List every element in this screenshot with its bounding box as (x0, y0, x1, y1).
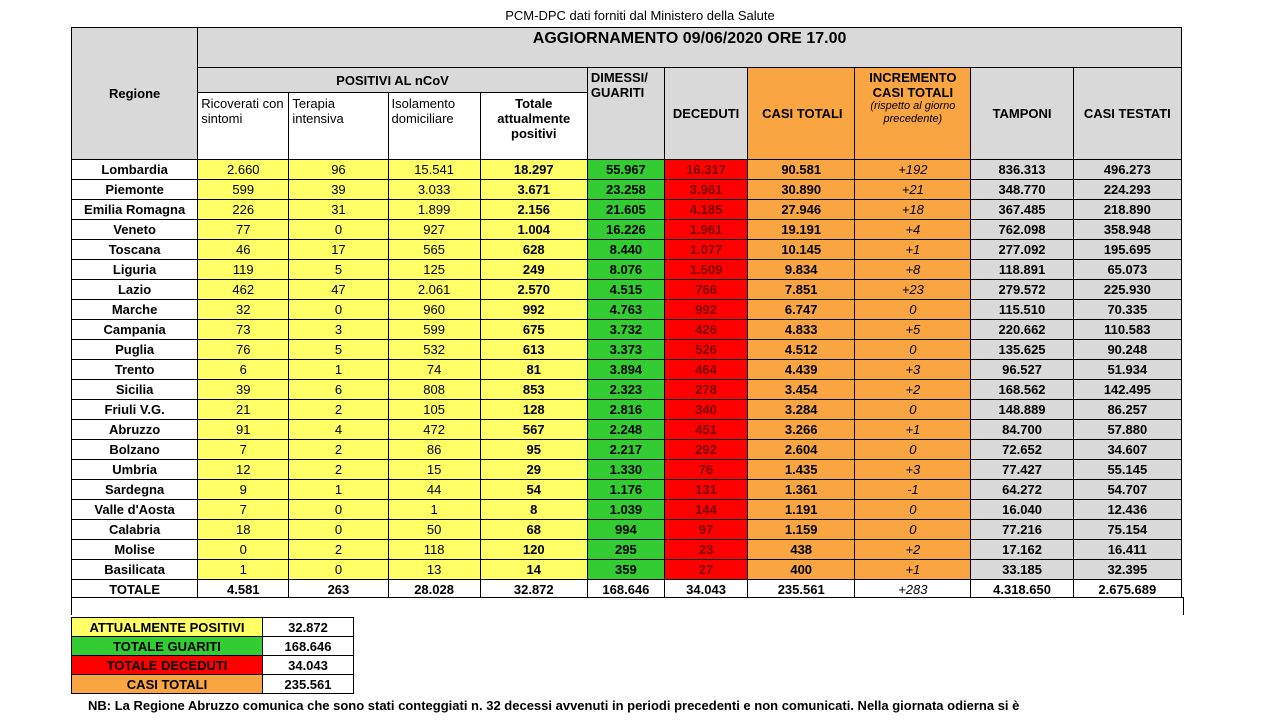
cell-terapia: 3 (289, 320, 388, 340)
cell-regione: Lazio (72, 280, 198, 300)
cell-casi-totali: 6.747 (748, 300, 855, 320)
cell-isolamento: 1.899 (388, 200, 480, 220)
cell-ricoverati: 226 (198, 200, 289, 220)
cell-isolamento: 2.061 (388, 280, 480, 300)
cell-ricoverati: 599 (198, 180, 289, 200)
cell-deceduti: 451 (664, 420, 747, 440)
cell-ricoverati: 1 (198, 560, 289, 580)
cell-totale-positivi: 3.671 (480, 180, 587, 200)
cell-deceduti: 16.317 (664, 160, 747, 180)
cell-casi-testati: 32.395 (1073, 560, 1181, 580)
cell-incremento: 0 (855, 300, 971, 320)
cell-isolamento: 532 (388, 340, 480, 360)
cell-ricoverati: 73 (198, 320, 289, 340)
cell-casi-testati: 16.411 (1073, 540, 1181, 560)
cell-incremento: +3 (855, 460, 971, 480)
table-row (72, 560, 1182, 580)
cell-regione: Marche (72, 300, 198, 320)
cell-totale-positivi: 54 (480, 480, 587, 500)
header-regione: Regione (72, 28, 198, 160)
cell-incremento: +21 (855, 180, 971, 200)
cell-terapia: 1 (289, 480, 388, 500)
cell-totale-positivi: 120 (480, 540, 587, 560)
cell-ricoverati: 7 (198, 500, 289, 520)
cell-ricoverati: 2.660 (198, 160, 289, 180)
header-incremento-label: INCREMENTO CASI TOTALI (869, 70, 957, 100)
cell-isolamento: 118 (388, 540, 480, 560)
cell-casi-testati: 358.948 (1073, 220, 1181, 240)
cell-incremento: -1 (855, 480, 971, 500)
cell-deceduti: 292 (664, 440, 747, 460)
cell-casi-totali: 27.946 (748, 200, 855, 220)
cell-deceduti: 464 (664, 360, 747, 380)
cell-totale-positivi: 29 (480, 460, 587, 480)
cell-casi-testati: 195.695 (1073, 240, 1181, 260)
cell-terapia: 39 (289, 180, 388, 200)
cell-ricoverati: 7 (198, 440, 289, 460)
summary-row (72, 637, 354, 656)
header-tamponi: TAMPONI (971, 68, 1073, 160)
summary-row (72, 618, 354, 637)
cell-deceduti: 4.185 (664, 200, 747, 220)
cell-terapia: 47 (289, 280, 388, 300)
cell-deceduti: 766 (664, 280, 747, 300)
cell-terapia: 4 (289, 420, 388, 440)
cell-terapia: 2 (289, 460, 388, 480)
summary-label: CASI TOTALI (72, 675, 263, 694)
cell-ricoverati: 12 (198, 460, 289, 480)
header-casi-testati: CASI TESTATI (1073, 68, 1181, 160)
cell-regione: Puglia (72, 340, 198, 360)
cell-terapia: 5 (289, 340, 388, 360)
cell-deceduti: 97 (664, 520, 747, 540)
header-incremento-note: (rispetto al giorno precedente) (870, 100, 956, 125)
cell-dimessi: 55.967 (587, 160, 664, 180)
cell-casi-testati: 34.607 (1073, 440, 1181, 460)
cell-terapia: 6 (289, 380, 388, 400)
cell-casi-totali: 10.145 (748, 240, 855, 260)
cell-regione: Valle d'Aosta (72, 500, 198, 520)
cell-deceduti: 131 (664, 480, 747, 500)
table-row (72, 220, 1182, 240)
header-deceduti: DECEDUTI (664, 68, 747, 160)
cell-regione: Liguria (72, 260, 198, 280)
cell-deceduti: 1.509 (664, 260, 747, 280)
cell-deceduti: 27 (664, 560, 747, 580)
cell-incremento: +283 (855, 580, 971, 600)
cell-dimessi: 1.330 (587, 460, 664, 480)
cell-regione: Calabria (72, 520, 198, 540)
summary-value: 32.872 (263, 618, 354, 637)
cell-isolamento: 13 (388, 560, 480, 580)
cell-totale-positivi: 18.297 (480, 160, 587, 180)
cell-dimessi: 994 (587, 520, 664, 540)
cell-isolamento: 74 (388, 360, 480, 380)
cell-dimessi: 2.217 (587, 440, 664, 460)
cell-deceduti: 426 (664, 320, 747, 340)
table-row (72, 460, 1182, 480)
cell-incremento: +2 (855, 380, 971, 400)
cell-casi-testati: 75.154 (1073, 520, 1181, 540)
cell-casi-testati: 54.707 (1073, 480, 1181, 500)
header-positivi-group: POSITIVI AL nCoV (198, 68, 588, 93)
cell-deceduti: 340 (664, 400, 747, 420)
cell-deceduti: 76 (664, 460, 747, 480)
cell-casi-totali: 19.191 (748, 220, 855, 240)
cell-isolamento: 86 (388, 440, 480, 460)
cell-totale-positivi: 2.156 (480, 200, 587, 220)
cell-dimessi: 23.258 (587, 180, 664, 200)
cell-incremento: +5 (855, 320, 971, 340)
cell-regione: Umbria (72, 460, 198, 480)
cell-casi-testati: 70.335 (1073, 300, 1181, 320)
cell-regione: Molise (72, 540, 198, 560)
cell-casi-totali: 7.851 (748, 280, 855, 300)
summary-value: 168.646 (263, 637, 354, 656)
cell-casi-testati: 86.257 (1073, 400, 1181, 420)
cell-ricoverati: 76 (198, 340, 289, 360)
summary-label: TOTALE GUARITI (72, 637, 263, 656)
summary-label: ATTUALMENTE POSITIVI (72, 618, 263, 637)
cell-ricoverati: 21 (198, 400, 289, 420)
cell-tamponi: 220.662 (971, 320, 1073, 340)
cell-incremento: 0 (855, 520, 971, 540)
header-terapia: Terapia intensiva (289, 93, 388, 160)
table-row (72, 360, 1182, 380)
cell-totale-positivi: 68 (480, 520, 587, 540)
cell-isolamento: 1 (388, 500, 480, 520)
cell-deceduti: 526 (664, 340, 747, 360)
cell-isolamento: 15.541 (388, 160, 480, 180)
cell-ricoverati: 77 (198, 220, 289, 240)
cell-terapia: 0 (289, 560, 388, 580)
cell-totale-positivi: 2.570 (480, 280, 587, 300)
cell-regione: Emilia Romagna (72, 200, 198, 220)
cell-isolamento: 28.028 (388, 580, 480, 600)
cell-terapia: 17 (289, 240, 388, 260)
cell-isolamento: 960 (388, 300, 480, 320)
cell-regione: Toscana (72, 240, 198, 260)
header-ricoverati: Ricoverati con sintomi (198, 93, 289, 160)
cell-tamponi: 96.527 (971, 360, 1073, 380)
cell-ricoverati: 32 (198, 300, 289, 320)
cell-ricoverati: 0 (198, 540, 289, 560)
cell-isolamento: 472 (388, 420, 480, 440)
table-row (72, 260, 1182, 280)
cell-tamponi: 836.313 (971, 160, 1073, 180)
cell-regione: TOTALE (72, 580, 198, 600)
cell-terapia: 0 (289, 220, 388, 240)
cell-totale-positivi: 249 (480, 260, 587, 280)
cell-tamponi: 64.272 (971, 480, 1073, 500)
cell-terapia: 31 (289, 200, 388, 220)
cell-tamponi: 17.162 (971, 540, 1073, 560)
table-row (72, 160, 1182, 180)
cell-incremento: 0 (855, 500, 971, 520)
cell-tamponi: 4.318.650 (971, 580, 1073, 600)
cell-dimessi: 3.894 (587, 360, 664, 380)
cell-ricoverati: 9 (198, 480, 289, 500)
cell-casi-testati: 496.273 (1073, 160, 1181, 180)
cell-deceduti: 992 (664, 300, 747, 320)
cell-isolamento: 15 (388, 460, 480, 480)
cell-tamponi: 762.098 (971, 220, 1073, 240)
cell-casi-testati: 65.073 (1073, 260, 1181, 280)
cell-casi-totali: 3.454 (748, 380, 855, 400)
cell-casi-testati: 2.675.689 (1073, 580, 1181, 600)
cell-dimessi: 2.248 (587, 420, 664, 440)
cell-casi-totali: 400 (748, 560, 855, 580)
cell-regione: Piemonte (72, 180, 198, 200)
summary-value: 34.043 (263, 656, 354, 675)
table-row (72, 480, 1182, 500)
cell-incremento: 0 (855, 400, 971, 420)
summary-label: TOTALE DECEDUTI (72, 656, 263, 675)
cell-tamponi: 148.889 (971, 400, 1073, 420)
header-totale-positivi: Totale attualmente positivi (480, 93, 587, 160)
cell-regione: Lombardia (72, 160, 198, 180)
cell-totale-positivi: 613 (480, 340, 587, 360)
cell-ricoverati: 6 (198, 360, 289, 380)
cell-dimessi: 16.226 (587, 220, 664, 240)
cell-regione: Bolzano (72, 440, 198, 460)
cell-ricoverati: 46 (198, 240, 289, 260)
cell-tamponi: 279.572 (971, 280, 1073, 300)
cell-casi-totali: 1.159 (748, 520, 855, 540)
cell-incremento: +18 (855, 200, 971, 220)
cell-totale-positivi: 8 (480, 500, 587, 520)
cell-totale-positivi: 853 (480, 380, 587, 400)
cell-isolamento: 3.033 (388, 180, 480, 200)
cell-casi-totali: 235.561 (748, 580, 855, 600)
cell-dimessi: 295 (587, 540, 664, 560)
cell-regione: Friuli V.G. (72, 400, 198, 420)
cell-casi-testati: 142.495 (1073, 380, 1181, 400)
cell-casi-testati: 218.890 (1073, 200, 1181, 220)
cell-tamponi: 118.891 (971, 260, 1073, 280)
cell-ricoverati: 119 (198, 260, 289, 280)
table-row (72, 400, 1182, 420)
cell-regione: Campania (72, 320, 198, 340)
table-row (72, 200, 1182, 220)
cell-incremento: 0 (855, 340, 971, 360)
cell-casi-totali: 9.834 (748, 260, 855, 280)
table-row (72, 500, 1182, 520)
cell-dimessi: 4.515 (587, 280, 664, 300)
summary-frame (71, 597, 1184, 615)
cell-regione: Trento (72, 360, 198, 380)
cell-dimessi: 168.646 (587, 580, 664, 600)
cell-isolamento: 565 (388, 240, 480, 260)
cell-casi-testati: 51.934 (1073, 360, 1181, 380)
footnote: NB: La Regione Abruzzo comunica che sono stati conteggiati n. 32 decessi avvenuti in periodi precedenti e non comunicati. Nella giornata odierna si è (88, 698, 1020, 713)
table-row (72, 420, 1182, 440)
cell-casi-testati: 110.583 (1073, 320, 1181, 340)
cell-incremento: +3 (855, 360, 971, 380)
cell-casi-totali: 438 (748, 540, 855, 560)
cell-totale-positivi: 95 (480, 440, 587, 460)
cell-ricoverati: 39 (198, 380, 289, 400)
cell-tamponi: 16.040 (971, 500, 1073, 520)
table-row (72, 280, 1182, 300)
cell-isolamento: 44 (388, 480, 480, 500)
header-casi-totali: CASI TOTALI (748, 68, 855, 160)
cell-casi-testati: 224.293 (1073, 180, 1181, 200)
header-dimessi: DIMESSI/ GUARITI (587, 68, 664, 160)
source-line: PCM-DPC dati forniti dal Ministero della Salute (505, 8, 775, 23)
cell-dimessi: 3.373 (587, 340, 664, 360)
cell-casi-testati: 90.248 (1073, 340, 1181, 360)
cell-dimessi: 2.816 (587, 400, 664, 420)
cell-casi-totali: 4.512 (748, 340, 855, 360)
cell-casi-totali: 1.191 (748, 500, 855, 520)
table-row (72, 540, 1182, 560)
page-title: AGGIORNAMENTO 09/06/2020 ORE 17.00 (198, 28, 1182, 68)
cell-totale-positivi: 675 (480, 320, 587, 340)
cell-ricoverati: 18 (198, 520, 289, 540)
summary-row (72, 656, 354, 675)
cell-isolamento: 927 (388, 220, 480, 240)
cell-casi-testati: 57.880 (1073, 420, 1181, 440)
cell-incremento: +8 (855, 260, 971, 280)
cell-casi-totali: 30.890 (748, 180, 855, 200)
cell-tamponi: 115.510 (971, 300, 1073, 320)
cell-terapia: 0 (289, 300, 388, 320)
cell-incremento: +1 (855, 420, 971, 440)
cell-casi-totali: 90.581 (748, 160, 855, 180)
cell-tamponi: 348.770 (971, 180, 1073, 200)
cell-totale-positivi: 128 (480, 400, 587, 420)
table-row (72, 380, 1182, 400)
cell-casi-testati: 225.930 (1073, 280, 1181, 300)
cell-casi-testati: 55.145 (1073, 460, 1181, 480)
cell-incremento: +192 (855, 160, 971, 180)
cell-casi-totali: 1.435 (748, 460, 855, 480)
cell-incremento: +1 (855, 560, 971, 580)
header-incremento (855, 68, 971, 160)
cell-casi-totali: 4.833 (748, 320, 855, 340)
table-row (72, 520, 1182, 540)
cell-isolamento: 808 (388, 380, 480, 400)
cell-incremento: +4 (855, 220, 971, 240)
cell-terapia: 263 (289, 580, 388, 600)
cell-deceduti: 23 (664, 540, 747, 560)
cell-tamponi: 33.185 (971, 560, 1073, 580)
cell-totale-positivi: 1.004 (480, 220, 587, 240)
cell-terapia: 0 (289, 520, 388, 540)
cell-ricoverati: 91 (198, 420, 289, 440)
header-isolamento: Isolamento domiciliare (388, 93, 480, 160)
cell-ricoverati: 462 (198, 280, 289, 300)
cell-incremento: 0 (855, 440, 971, 460)
cell-casi-totali: 1.361 (748, 480, 855, 500)
cell-regione: Sardegna (72, 480, 198, 500)
cell-deceduti: 144 (664, 500, 747, 520)
cell-tamponi: 367.485 (971, 200, 1073, 220)
cell-dimessi: 1.039 (587, 500, 664, 520)
cell-isolamento: 105 (388, 400, 480, 420)
cell-tamponi: 72.652 (971, 440, 1073, 460)
cell-dimessi: 359 (587, 560, 664, 580)
cell-tamponi: 277.092 (971, 240, 1073, 260)
cell-isolamento: 599 (388, 320, 480, 340)
cell-tamponi: 77.216 (971, 520, 1073, 540)
cell-deceduti: 1.077 (664, 240, 747, 260)
cell-dimessi: 8.076 (587, 260, 664, 280)
cell-tamponi: 168.562 (971, 380, 1073, 400)
cell-terapia: 2 (289, 400, 388, 420)
cell-casi-totali: 3.284 (748, 400, 855, 420)
cell-tamponi: 84.700 (971, 420, 1073, 440)
cell-totale-positivi: 567 (480, 420, 587, 440)
cell-terapia: 2 (289, 440, 388, 460)
summary-row (72, 675, 354, 694)
cell-dimessi: 4.763 (587, 300, 664, 320)
cell-isolamento: 125 (388, 260, 480, 280)
table-body (72, 160, 1182, 600)
cell-totale-positivi: 628 (480, 240, 587, 260)
cell-dimessi: 8.440 (587, 240, 664, 260)
cell-regione: Sicilia (72, 380, 198, 400)
cell-incremento: +1 (855, 240, 971, 260)
cell-dimessi: 21.605 (587, 200, 664, 220)
cell-totale-positivi: 14 (480, 560, 587, 580)
table-row (72, 180, 1182, 200)
cell-terapia: 0 (289, 500, 388, 520)
cell-deceduti: 3.961 (664, 180, 747, 200)
summary-table (71, 617, 354, 694)
cell-incremento: +23 (855, 280, 971, 300)
cell-deceduti: 278 (664, 380, 747, 400)
cell-casi-totali: 3.266 (748, 420, 855, 440)
cell-regione: Veneto (72, 220, 198, 240)
cell-tamponi: 135.625 (971, 340, 1073, 360)
cell-casi-totali: 4.439 (748, 360, 855, 380)
cell-terapia: 2 (289, 540, 388, 560)
cell-regione: Abruzzo (72, 420, 198, 440)
table-row (72, 340, 1182, 360)
cell-regione: Basilicata (72, 560, 198, 580)
cell-dimessi: 1.176 (587, 480, 664, 500)
cell-dimessi: 3.732 (587, 320, 664, 340)
table-row (72, 440, 1182, 460)
table-row (72, 240, 1182, 260)
cell-terapia: 1 (289, 360, 388, 380)
cell-totale-positivi: 32.872 (480, 580, 587, 600)
summary-value: 235.561 (263, 675, 354, 694)
cell-totale-positivi: 992 (480, 300, 587, 320)
cell-terapia: 96 (289, 160, 388, 180)
cell-casi-testati: 12.436 (1073, 500, 1181, 520)
cell-dimessi: 2.323 (587, 380, 664, 400)
cell-deceduti: 34.043 (664, 580, 747, 600)
table-row (72, 320, 1182, 340)
covid-regional-table (71, 27, 1182, 600)
cell-deceduti: 1.961 (664, 220, 747, 240)
table-row (72, 300, 1182, 320)
cell-totale-positivi: 81 (480, 360, 587, 380)
cell-tamponi: 77.427 (971, 460, 1073, 480)
cell-casi-totali: 2.604 (748, 440, 855, 460)
cell-ricoverati: 4.581 (198, 580, 289, 600)
cell-isolamento: 50 (388, 520, 480, 540)
cell-terapia: 5 (289, 260, 388, 280)
cell-incremento: +2 (855, 540, 971, 560)
